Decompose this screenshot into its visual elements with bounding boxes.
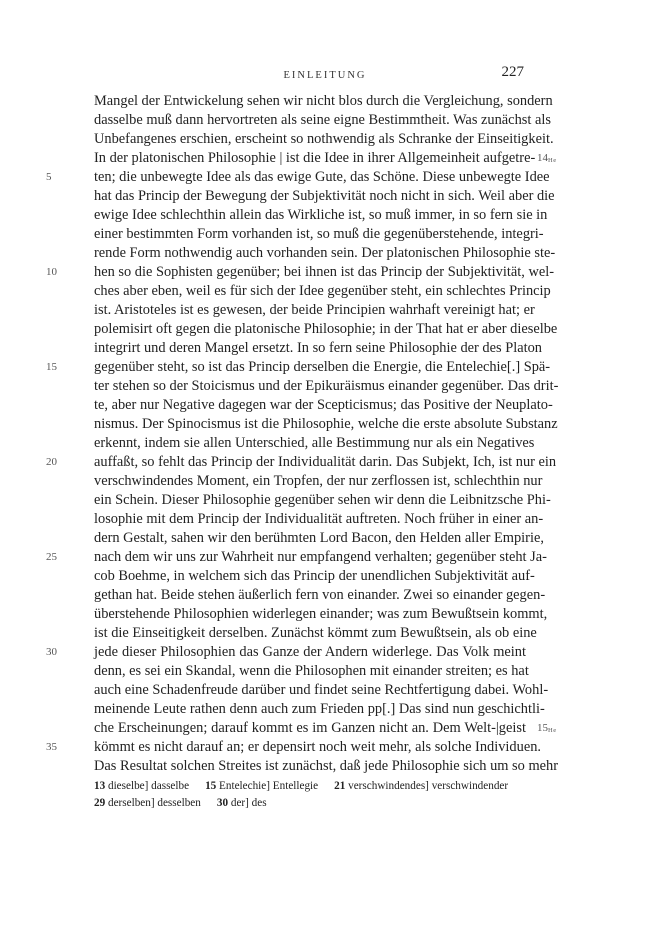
margin-page-number: 15 [537, 722, 548, 734]
footnote [217, 795, 267, 812]
text-line: nach dem wir uns zur Wahrheit nur empfangend verhalten; gegenüber steht Ja- [94, 549, 547, 565]
line-number: 10 [46, 266, 57, 278]
footnote-line-ref: 30 [216, 797, 229, 809]
text-line: Mangel der Entwickelung sehen wir nicht blos durch die Vergleichung, sondern [94, 93, 553, 109]
text-line: auch eine Schadenfreude darüber und findet seine Rechtfertigung dabei. Wohl- [94, 682, 549, 698]
footnote-line-ref: 29 [94, 797, 106, 809]
text-line: rende Form nothwendig auch vorhanden sein. Der platonischen Philosophie ste- [94, 245, 556, 261]
text-line: jede dieser Philosophien das Ganze der Andern widerlege. Das Volk meint [94, 644, 526, 660]
line-number: 30 [46, 646, 57, 658]
footnote [94, 778, 189, 795]
text-line: cob Boehme, in welchem sich das Princip der unendlichen Subjektivität auf- [94, 568, 535, 584]
text-line: meinende Leute rathen denn auch zum Frieden pp[.] Das sind nun geschichtli- [94, 701, 545, 717]
text-line: hat das Princip der Bewegung der Subjektivität noch nicht in sich. Weil aber die [94, 188, 555, 204]
page-number: 227 [501, 64, 524, 80]
footnote [94, 795, 201, 812]
text-line: dasselbe muß dann hervortreten als seine eigne Bestimmtheit. Was zunächst als [94, 112, 551, 128]
text-line: nismus. Der Spinocismus ist die Philosophie, welche die erste absolute Substanz [94, 416, 558, 432]
text-line: dern Gestalt, sahen wir den berühmten Lord Bacon, den Helden aller Empirie, [94, 530, 544, 546]
text-line: gethan hat. Beide stehen äußerlich fern von einander. Zwei so einander gegen- [94, 587, 546, 603]
text-line: überstehende Philosophien widerlegen einander; was zum Bewußtsein kommt, [94, 606, 548, 622]
margin-page-number: 14 [537, 152, 548, 164]
footnote-text: Entelechie] Entellegie [219, 780, 319, 792]
margin-source-siglum: He [548, 727, 557, 734]
text-line: Das Resultat solchen Streites ist zunächst, daß jede Philosophie sich um so mehr [94, 758, 559, 774]
footnote-text: dieselbe] dasselbe [107, 780, 190, 792]
text-line: ein Schein. Dieser Philosophie gegenüber sehen wir denn die Leibnitzsche Phi- [94, 492, 551, 508]
text-line: denn, es sei ein Skandal, wenn die Philosophen mit einander streiten; es hat [94, 663, 529, 679]
text-line: polemisirt oft gegen die platonische Philosophie; in der That hat er aber dieselbe [94, 321, 558, 337]
text-line: ten; die unbewegte Idee als das ewige Gute, das Schöne. Diese unbewegte Idee [94, 169, 550, 185]
line-number: 5 [46, 171, 52, 183]
critical-apparatus [94, 778, 534, 812]
running-head-title: EINLEITUNG [283, 70, 367, 81]
text-line: te, aber nur Negative dagegen war der Scepticismus; das Positive der Neuplato- [94, 397, 553, 413]
text-line: hen so die Sophisten gegenüber; bei ihnen ist das Princip der Subjektivität, wel- [94, 264, 555, 280]
footnote-row [94, 778, 534, 795]
text-line: Unbefangenes erschien, erscheint so nothwendig als Schranke der Einseitigkeit. [94, 131, 554, 147]
margin-page-reference [537, 719, 577, 740]
text-line: che Erscheinungen; darauf kommt es im Ganzen nicht an. Dem Welt-|geist [94, 720, 526, 736]
footnote-line-ref: 21 [334, 780, 346, 792]
text-line: losophie mit dem Princip der Individualität auftreten. Noch früher in einer an- [94, 511, 544, 527]
text-line: ches aber eben, weil es für sich der Idee gegenüber steht, ein schlechtes Princip [94, 283, 551, 299]
footnote-text: der] des [230, 797, 267, 809]
footnote-text: derselben] desselben [107, 797, 201, 809]
line-number: 25 [46, 551, 57, 563]
line-number: 15 [46, 361, 57, 373]
footnote-text: verschwindendes] verschwindender [348, 780, 509, 792]
text-line: ewige Idee schlechthin allein das Wirkliche ist, so muß immer, in so fern sie in [94, 207, 548, 223]
text-line: integrirt und deren Mangel ersetzt. In so fern seine Philosophie der des Platon [94, 340, 542, 356]
footnote [334, 778, 508, 795]
footnote-row [94, 795, 534, 812]
text-line: erkennt, indem sie allen Unterschied, alle Bestimmung nur als ein Negatives [94, 435, 535, 451]
footnote-line-ref: 13 [94, 780, 106, 792]
footnote [205, 778, 318, 795]
text-line: einer bestimmten Form vorhanden ist, so muß die gegenüberstehende, integri- [94, 226, 544, 242]
line-number: 35 [46, 741, 57, 753]
text-line: ter stehen so der Stoicismus und der Epikuräismus einander gegenüber. Das drit- [94, 378, 559, 394]
line-number: 20 [46, 456, 57, 468]
text-line: ist. Aristoteles ist es gewesen, der beide Principien wahrhaft vereinigt hat; er [94, 302, 535, 318]
text-line: gegenüber steht, so ist das Princip derselben die Energie, die Entelechie[.] Spä- [94, 359, 551, 375]
text-line: In der platonischen Philosophie | ist die Idee in ihrer Allgemeinheit aufgetre- [94, 150, 536, 166]
margin-page-reference [537, 149, 577, 170]
footnote-line-ref: 15 [205, 780, 217, 792]
text-line: ist die Einseitigkeit derselben. Zunächst kömmt zum Bewußtsein, als ob eine [94, 625, 537, 641]
text-line: auffaßt, so fehlt das Princip der Individualität darin. Das Subjekt, Ich, ist nur ein [94, 454, 557, 470]
text-line: kömmt es nicht darauf an; er depensirt noch weit mehr, als solche Individuen. [94, 739, 542, 755]
margin-source-siglum: He [548, 157, 557, 164]
text-line: verschwindendes Moment, ein Tropfen, der nur zerflossen ist, schlechthin nur [94, 473, 543, 489]
